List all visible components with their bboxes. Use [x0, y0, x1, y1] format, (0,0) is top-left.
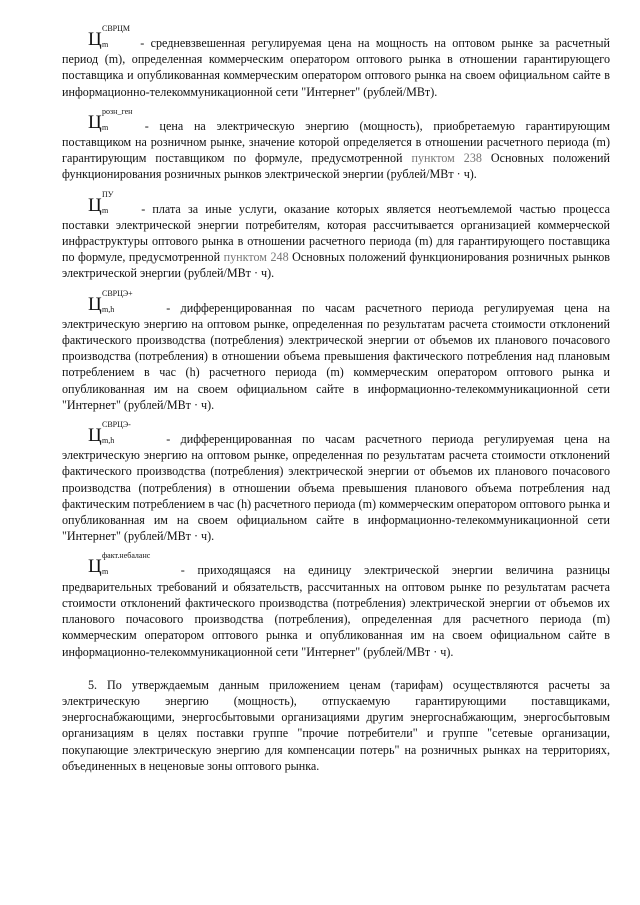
definition-pu [62, 189, 611, 282]
document-page [62, 24, 611, 791]
reference-link[interactable]: пунктом 238 [411, 151, 482, 166]
definition-text: - дифференцированная по часам расчетного периода регулируемая цена на электрическую энергию на оптовом рынке, определенная по результатам расчета стоимости отклонений фактического производства (потребления) электрической энергии от объемов их планового почасового производства (потребления) в отношении объема превышения фактического потребления над плановым потреблением в час (h) расчетного периода (m) коммерческим оператором оптового рынка и опубликованная им на своем официальном сайте в информационно-телекоммуникационной сети "Интернет" (рублей/МВт · ч). [62, 300, 610, 412]
formula-symbol: Ц СВРЦЭ- m,h [88, 420, 131, 447]
definition-text-tail: Основных положений функционирования розничных рынков электрической энергии (рублей/МВт · ч). [62, 151, 610, 182]
clause-5-text: 5. По утверждаемым данным приложением ценам (тарифам) осуществляются расчеты за электрическую энергию (мощность), отпускаемую гарантирующими поставщиками, энергоснабжающими, энергосбытовыми организациями другим энергоснабжающим, энергосбытовым организациям в целях поставки группе "прочие потребители" и группе "сетевые организации, покупающие электрическую энергию для компенсации потерь" на розничных рынках на территориях, объединенных в неценовые зоны оптового рынка. [62, 677, 610, 773]
formula-symbol: Ц факт.небаланс m [88, 551, 151, 578]
formula-symbol: Ц ПУ m [88, 189, 114, 216]
clause-5 [62, 677, 610, 774]
formula-symbol: Ц СВРЦМ m [88, 24, 131, 50]
definition-svrcm [62, 24, 610, 100]
formula-symbol: Ц СВРЦЭ+ m,h [88, 288, 133, 315]
reference-link[interactable]: пунктом 248 [223, 250, 289, 265]
definition-fakt-nebalans [62, 551, 610, 659]
definition-text: - средневзвешенная регулируемая цена на мощность на оптовом рынке за расчетный период (m), определенная коммерческим оператором оптового рынка в отношении гарантирующего поставщика и опубликованная коммерческим оператором оптового рынка на своем официальном сайте в информационно-телекоммуникационной сети "Интернет" (рублей/МВт). [62, 36, 610, 99]
definition-text: - приходящаяся на единицу электрической энергии величина разницы предварительных требований и обязательств, рассчитанных на оптовом рынке по результатам расчета стоимости отклонений фактического производства (потребления) электрической энергии от объемов их планового почасового производства (потребления), определенная для расчетного периода (m) коммерческим оператором оптового рынка и опубликованная им на своем официальном сайте в информационно-телекоммуникационной сети "Интернет" (рублей/МВт · ч). [62, 563, 610, 659]
definition-text: - дифференцированная по часам расчетного периода регулируемая цена на электрическую энергию на оптовом рынке, определенная по результатам расчета стоимости отклонений фактического производства (потребления) электрической энергии от объемов их планового почасового производства (потребления) в отношении объема превышения планового объема потребления над фактическим потреблением в час (h) расчетного периода (m) коммерческим оператором оптового рынка и опубликованная им на своем официальном сайте в информационно-телекоммуникационной сети "Интернет" (рублей/МВт · ч). [62, 432, 610, 544]
definition-svrce-minus [62, 420, 610, 544]
definition-text-tail: Основных положений функционирования розничных рынков электрической энергии (рублей/МВт · ч). [62, 250, 611, 281]
definition-text: - плата за иные услуги, оказание которых является неотъемлемой частью процесса поставки электрической энергии потребителям, которая рассчитывается организацией коммерческой инфраструктуры оптового рынка в отношении расчетного периода (m) для гарантирующего поставщика по формуле, предусмотренной [62, 201, 610, 265]
definition-svrce-plus [62, 288, 610, 413]
formula-symbol: Ц розн_ген m [88, 106, 133, 133]
definition-text: - цена на электрическую энергию (мощность), приобретаемую гарантирующим поставщиком на розничном рынке, значение которой определяется в отношении расчетного периода (m) гарантирующим поставщиком по формуле, предусмотренной [62, 118, 610, 166]
definition-rozn-gen [62, 106, 610, 183]
